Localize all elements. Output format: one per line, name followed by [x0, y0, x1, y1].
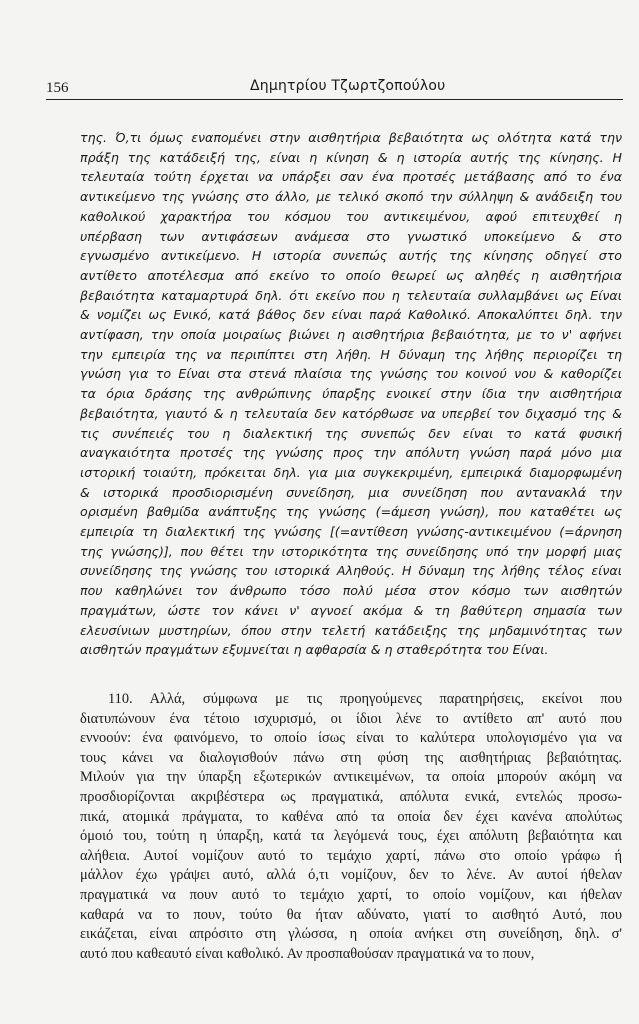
text-line: τις συνέπειές του η διαλεκτική της συνεπώς δεν είναι το κατά φυσική	[80, 425, 622, 441]
text-line: βεβαιότητα, γιαυτό & η τελευταία δεν κατόρθωσε να υπερβεί τον διχασμό της &	[80, 405, 622, 421]
text-line: τελευταία τούτη έρχεται να υπάρξει σαν ένα προτσές μετάβασης από το ένα	[80, 169, 622, 185]
text-line: μάλλον έχω γράψει αυτό, αλλά ό,τι νομίζουν, δεν το λένε. Αν αυτοί ήθελαν	[80, 867, 622, 884]
text-line: πράξη της κατάδειξή της, είναι η κίνηση & η ιστορία αυτής της κίνησης. Η	[80, 149, 622, 165]
text-line: τους κάνει να διαλογισθούν πάνω στη φύση της αισθητήριας βεβαιότητας.	[80, 749, 622, 766]
text-line: προσδιορίζονται ακριβέστερα ως πραγματικά, απόλυτα ενικά, εντελώς προσω-	[80, 788, 622, 805]
text-line: 110. Αλλά, σύμφωνα με τις προηγούμενες παρατηρήσεις, εκείνοι που	[108, 691, 622, 707]
text-line: συνείδησης της γνώσης του ιστορικά Αληθούς. Η δύναμη της λήθης τέλος είναι	[80, 563, 622, 579]
text-line: καθολικού χαρακτήρα του κόσμου του αντικειμένου, αφού επιτευχθεί η	[80, 208, 622, 224]
text-line: εικάζεται, είναι απρόσιτο στη γλώσσα, η οποία ανήκει στη συνείδηση, δηλ. σ'	[80, 926, 622, 943]
text-line: ελευσίνιων μυστηρίων, όπου στην τελετή κατάδειξης της μηδαμινότητας των	[80, 622, 622, 638]
text-line: γνώση για το Είναι στα στενά πλαίσια της γνώσης του κοινού νου & καθορίζει	[80, 366, 622, 382]
text-line: αισθητών πραγμάτων εξυμνείται η αφθαρσία & η σταθερότητα του Είναι.	[80, 642, 549, 658]
text-line: καθαρά να το πουν, τούτο θα ήταν αδύνατο, γιατί το αισθητό Αυτό, που	[80, 906, 622, 923]
text-line: αλήθεια. Αυτοί νομίζουν αυτό το τεμάχιο χαρτί, πάνω στο οποίο γράφω ή	[80, 847, 622, 864]
text-line: αντίθετο αποτέλεσμα από εκείνο το οποίο θεωρεί ως αληθές η αισθητήρια	[80, 267, 622, 283]
paragraph-110	[80, 690, 622, 964]
text-line: την εμπειρία της να περιπίπτει στη λήθη. Η δύναμη της λήθης περιορίζει τη	[80, 346, 622, 362]
text-line: ορισμένη βαθμίδα ανάπτυξης της γνώσης (=άμεση γνώση), που καταθέτει ως	[80, 504, 622, 520]
page-number: 156	[46, 80, 69, 96]
text-line: πικά, ατομικά πράγματα, το καθένα από τα οποία δεν έχει κανένα απολύτως	[80, 808, 622, 825]
text-line: υπέρβαση των αντιφάσεων ανάμεσα στο γνωστικό υποκείμενο & στο	[80, 228, 622, 244]
text-line: εγνωσμένο αντικείμενο. Η ιστορία συνεπώς αυτής της κίνησης οδηγεί στο	[80, 248, 622, 264]
text-line: βεβαιότητα καταμαρτυρά δηλ. ότι εκείνο που η τελευταία συλλαμβάνει ως Είναι	[80, 287, 622, 303]
text-line: εννοούν: ένα φαινόμενο, το οποίο ίσως είναι το καλύτερα υπολογισμένο για να	[80, 730, 622, 747]
text-line: πραγματικά να πουν αυτό το τεμάχιο χαρτί, το οποίο νομίζουν, και ήθελαν	[80, 886, 622, 903]
text-line: της. Ό,τι όμως εναπομένει στην αισθητήρια βεβαιότητα ως ολότητα κατά την	[80, 130, 622, 145]
text-line: πραγμάτων, ώστε τον κάνει ν' αγνοεί ακόμα & τη βαθύτερη σημασία των	[80, 602, 622, 618]
text-line: αντίφαση, την οποία μοιραίως βιώνει η αισθητήρια βεβαιότητα, με το ν' αφήνει	[80, 327, 622, 343]
text-line: της γνώσης)], που θέτει την ιστορικότητα της συνείδησης υπό την μορφή μιας	[80, 543, 622, 559]
text-line: εμπειρία τη διαλεκτική της γνώσης [(=αντίθεση γνώσης-αντικειμένου (=άρνηση	[80, 524, 622, 540]
text-line: αναγκαιότητα προτσές της γνώσης προς την απόλυτη γνώση παρά μόνο μια	[80, 445, 622, 461]
header-rule	[46, 99, 623, 100]
text-line: αυτό που καθεαυτό είναι καθολικό. Αν προσπαθούσαν πραγματικά να το πουν,	[80, 945, 535, 962]
text-line: αντικείμενο της γνώσης στο άλλο, με τελικό σκοπό την σύλληψη & ανάδειξη του	[80, 189, 622, 205]
text-line: διατυπώνουν ένα τέτοιο ισχυρισμό, οι ίδιοι λένε το αντίθετο απ' αυτό που	[80, 710, 622, 727]
text-line: που καθηλώνει τον άνθρωπο τόσο πολύ μέσα στον κόσμο των αισθητών	[80, 583, 622, 599]
text-line: τα όρια δράσης της ανθρώπινης ύπαρξης ενοικεί στην ίδια την αισθητήρια	[80, 386, 622, 402]
text-line: & νομίζει ως Ενικό, κατά βάθος δεν είναι παρά Καθολικό. Αποκαλύπτει δηλ. την	[80, 307, 622, 323]
text-line: Μιλούν για την ύπαρξη εξωτερικών αντικειμένων, τα οποία μπορούν ακόμη να	[80, 769, 622, 786]
italic-paragraph	[80, 128, 622, 660]
text-line: ιστορική τοιαύτη, πρόκειται δηλ. για μια συγκεκριμένη, εμπειρικά διαμορφωμένη	[80, 464, 622, 480]
text-line: όμοιό του, τούτη η ύπαρξη, κατά τα λεγόμενά τους, έχει απόλυτη βεβαιότητα και	[80, 828, 622, 845]
running-head: Δημητρίου Τζωρτζοπούλου	[250, 78, 446, 94]
text-line: & ιστορικά προσδιορισμένη συνείδηση, μια συνείδηση που αντανακλά την	[80, 484, 622, 500]
